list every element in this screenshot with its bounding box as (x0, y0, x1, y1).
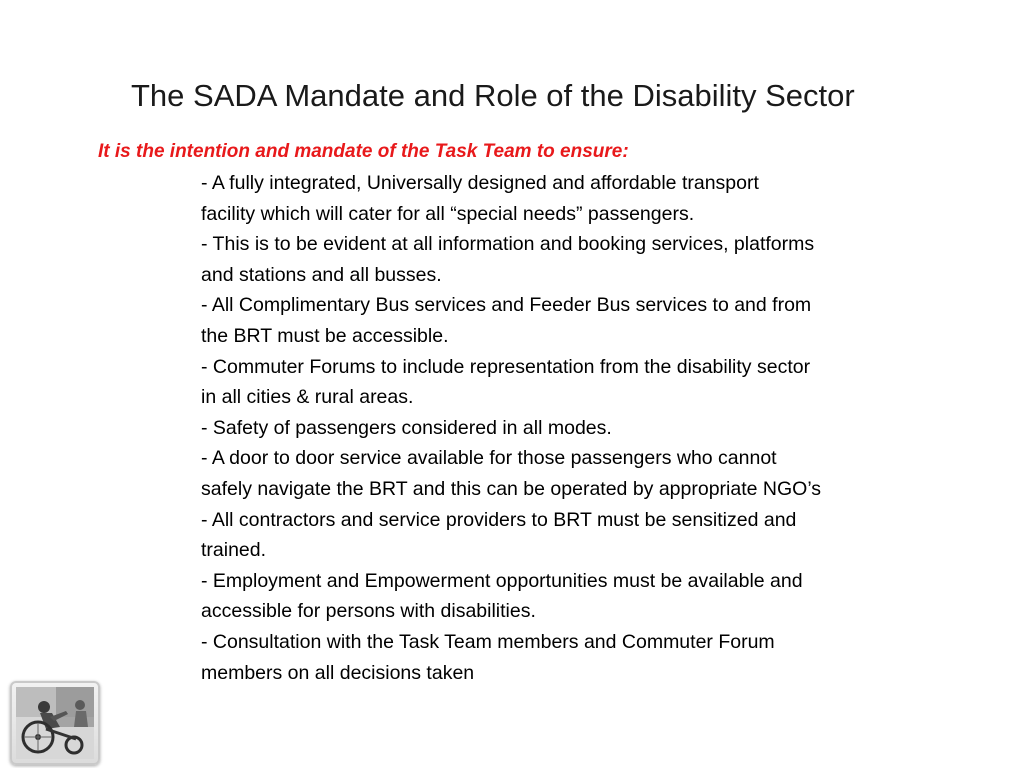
list-item (201, 505, 961, 566)
list-item (201, 413, 961, 444)
list-item-line: trained. (201, 539, 267, 562)
list-item-line: in all cities & rural areas. (201, 386, 414, 409)
list-item (201, 229, 961, 290)
slide-title: The SADA Mandate and Role of the Disability Sector (131, 78, 855, 113)
mandate-list (201, 168, 961, 688)
list-item-line: - Consultation with the Task Team members and Commuter Forum (201, 630, 775, 653)
list-item-line: - All Complimentary Bus services and Feeder Bus services to and from (201, 294, 812, 317)
list-item-line: facility which will cater for all “special needs” passengers. (201, 202, 695, 225)
list-item-line: accessible for persons with disabilities. (201, 600, 536, 623)
intro-statement: It is the intention and mandate of the Task Team to ensure: (98, 141, 629, 162)
list-item-line: - A fully integrated, Universally designed and affordable transport (201, 172, 759, 194)
list-item (201, 352, 961, 413)
wheelchair-athlete-photo-graphic (16, 687, 94, 759)
list-item-line: - This is to be evident at all information and booking services, platforms (201, 233, 815, 256)
list-item-line: - All contractors and service providers to BRT must be sensitized and (201, 508, 797, 531)
list-item-line: safely navigate the BRT and this can be operated by appropriate NGO’s (201, 477, 822, 500)
list-item-line: and stations and all busses. (201, 263, 442, 286)
list-item (201, 290, 961, 351)
wheelchair-athlete-photo-icon (10, 681, 100, 765)
list-item-line: - Employment and Empowerment opportunities must be available and (201, 569, 803, 592)
list-item-line: members on all decisions taken (201, 661, 475, 684)
list-item-line: the BRT must be accessible. (201, 324, 449, 347)
list-item (201, 627, 961, 688)
list-item-line: - A door to door service available for those passengers who cannot (201, 447, 777, 470)
list-item-line: - Safety of passengers considered in all modes. (201, 416, 612, 439)
list-item (201, 443, 961, 504)
list-item (201, 566, 961, 627)
list-item (201, 168, 961, 229)
list-item-line: - Commuter Forums to include representation from the disability sector (201, 355, 811, 378)
